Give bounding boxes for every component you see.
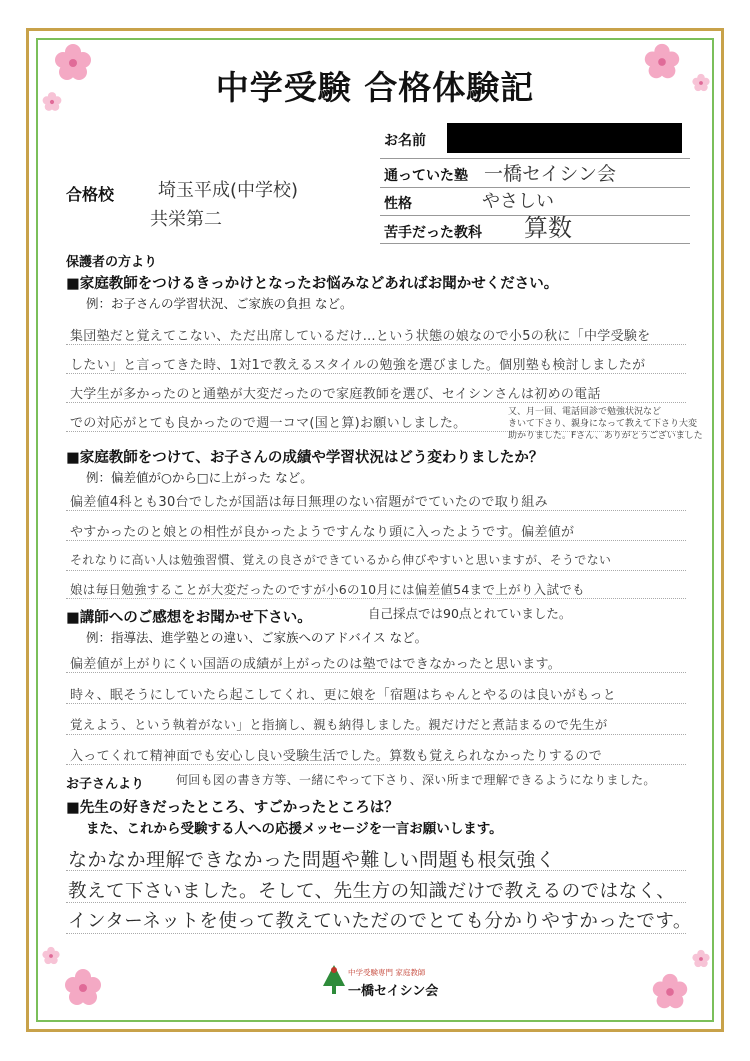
answer-line: での対応がとても良かったので週一コマ(国と算)お願いしました。 [70,416,467,431]
child-section-subtitle: また、これから受験する人への応援メッセージを一言お願いします。 [86,821,503,837]
answer-line: 娘は毎日勉強することが大変だったのですが小6の10月には偏差値54まで上がり入試でも [70,582,585,597]
school-value-line1: 埼玉平成(中学校) [158,180,299,201]
answer-line: やすかったのと娘との相性が良かったようですんなり頭に入ったようです。偏差値が [70,525,575,540]
writing-line [66,598,686,599]
child-section-title: ■先生の好きだったところ、すごかったところは？ [66,799,399,816]
school-value-line2: 共栄第二 [150,209,222,230]
juku-label: 通っていた塾 [384,168,468,184]
writing-line [66,734,686,735]
child-answer-line: 教えて下さいました。そして、先生方の知識だけで教えるのではなく、 [68,881,676,902]
answer-line: 覚えよう、という執着がない」と指摘し、親も納得しました。親だけだと煮詰まるので先生が [70,717,608,732]
answer-line: 偏差値4科とも30台でしたが国語は毎日無理のない宿題がでていたので取り組み [70,495,548,510]
writing-line [66,373,686,374]
child-answer-line: インターネットを使って教えていただのでとても分かりやすかったです。 [68,911,692,932]
writing-line [66,570,686,571]
name-label: お名前 [384,133,426,149]
answer-line: 偏差値が上がりにくい国語の成績が上がったのは塾ではできなかったと思います。 [70,657,562,672]
section-3-title: ■講師へのご感想をお聞かせ下さい。 [66,609,312,626]
weak-subject-value: 算数 [524,214,572,242]
footer-company-name: 一橋セイシン会 [348,984,439,999]
personality-value: やさしい [482,191,554,212]
writing-line [66,672,686,673]
answer-line: 自己採点では90点とれていました。 [368,606,572,621]
writing-line [66,540,686,541]
writing-line [66,510,686,511]
section-2-title: ■家庭教師をつけて、お子さんの成績や学習状況はどう変わりましたか？ [66,449,544,466]
cherry-blossom-icon [690,948,712,970]
answer-line: 入ってくれて精神面でも安心し良い受験生活でした。算数も覚えられなかったりするので [70,749,603,764]
writing-line [66,933,686,934]
section-3-example: 例：指導法、進学塾との違い、ご家族へのアドバイス など。 [86,630,428,645]
margin-note: 助かりました。Fさん、ありがとうございました [508,431,703,441]
section-1-title: ■家庭教師をつけるきっかけとなったお悩みなどあればお聞かせください。 [66,275,559,292]
writing-line [66,764,686,765]
margin-note: きいて下さり、親身になって教えて下さり大変 [508,419,698,429]
school-label: 合格校 [66,185,115,204]
answer-line: したい」と言ってきた時、1対1で教えるスタイルの勉強を選びました。個別塾も検討しましたが [70,358,646,373]
child-heading: お子さんより [66,777,145,792]
margin-note: 又、月一回、電話回診で勉強状況など [508,407,662,417]
page-title: 中学受験 合格体験記 [215,68,535,107]
answer-line: それなりに高い人は勉強習慣、覚えの良さができているから伸びやすいと思いますが、そうでない [70,553,612,567]
cherry-blossom-icon [648,970,692,1014]
answer-line: 集団塾だと覚えてこない、ただ出席しているだけ…という状態の娘なので小5の秋に「中学受験を [70,329,651,344]
footer-tagline: 中学受験専門 家庭教師 [348,968,426,977]
section-2-example: 例：偏差値が○から□に上がった など。 [86,470,313,485]
cherry-blossom-icon [40,945,62,967]
redacted-name [447,123,682,153]
writing-line [66,703,686,704]
writing-line [66,344,686,345]
answer-line: 何回も図の書き方等、一緒にやって下さり、深い所まで理解できるようになりました。 [176,773,656,787]
answer-line: 大学生が多かったのと通塾が大変だったので家庭教師を選び、セイシンさんは初めの電話 [70,387,601,402]
parent-heading: 保護者の方より [66,255,158,270]
answer-line: 時々、眠そうにしていたら起こしてくれ、更に娘を「宿題はちゃんとやるのは良いがもっと [70,688,617,703]
juku-value: 一橋セイシン会 [484,163,616,185]
tree-logo-icon [322,964,346,996]
weak-subject-label: 苦手だった教科 [384,225,482,241]
divider [380,243,690,244]
section-1-example: 例：お子さんの学習状況、ご家族の負担 など。 [86,296,353,311]
child-answer-line: なかなか理解できなかった問題や難しい問題も根気強く [68,849,556,871]
cherry-blossom-icon [60,965,106,1011]
writing-line [66,402,686,403]
personality-label: 性格 [384,196,412,212]
